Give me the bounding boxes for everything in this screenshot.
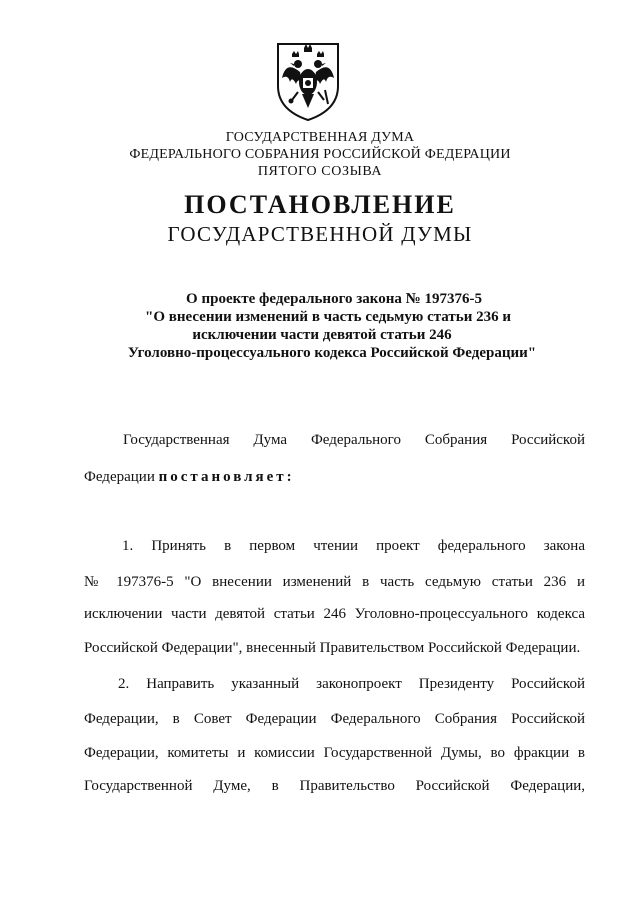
item2-line-1: 2. Направить указанный законопроект Президенту Российской <box>118 676 585 692</box>
subject-line-1: О проекте федерального закона № 197376-5 <box>186 291 482 307</box>
org-line-federal-assembly: ФЕДЕРАЛЬНОГО СОБРАНИЯ РОССИЙСКОЙ ФЕДЕРАЦИИ <box>129 147 511 162</box>
item1-line-3: исключении части девятой статьи 246 Уголовно-процессуального кодекса <box>84 606 585 622</box>
subject-line-4: Уголовно-процессуального кодекса Российской Федерации" <box>127 345 537 361</box>
org-line-state-duma: ГОСУДАРСТВЕННАЯ ДУМА <box>225 130 415 145</box>
intro-line-1: Государственная Дума Федерального Собрания Российской <box>123 432 585 448</box>
resolution-verb: постановляет: <box>158 469 295 485</box>
document-title: ПОСТАНОВЛЕНИЕ <box>184 190 456 219</box>
org-line-convocation: ПЯТОГО СОЗЫВА <box>257 164 383 179</box>
intro-line-2-prefix: Федерации <box>84 469 159 485</box>
item2-line-3: Федерации, комитеты и комиссии Государственной Думы, во фракции в <box>84 745 585 761</box>
item1-line-1: 1. Принять в первом чтении проект федерального закона <box>122 538 585 554</box>
subject-line-2: "О внесении изменений в часть седьмую статьи 236 и <box>145 309 511 325</box>
item1-line-2: № 197376-5 "О внесении изменений в часть седьмую статьи 236 и <box>84 574 585 590</box>
intro-line-2 <box>84 467 585 487</box>
coat-of-arms-of-russia-icon <box>270 38 346 124</box>
subject-line-3: исключении части девятой статьи 246 <box>192 327 452 343</box>
document-subtitle: ГОСУДАРСТВЕННОЙ ДУМЫ <box>167 222 473 246</box>
item2-line-4: Государственной Думе, в Правительство Российской Федерации, <box>84 778 585 794</box>
item2-line-2: Федерации, в Совет Федерации Федерального Собрания Российской <box>84 711 585 727</box>
item1-line-4: Российской Федерации", внесенный Правительством Российской Федерации. <box>84 640 581 656</box>
